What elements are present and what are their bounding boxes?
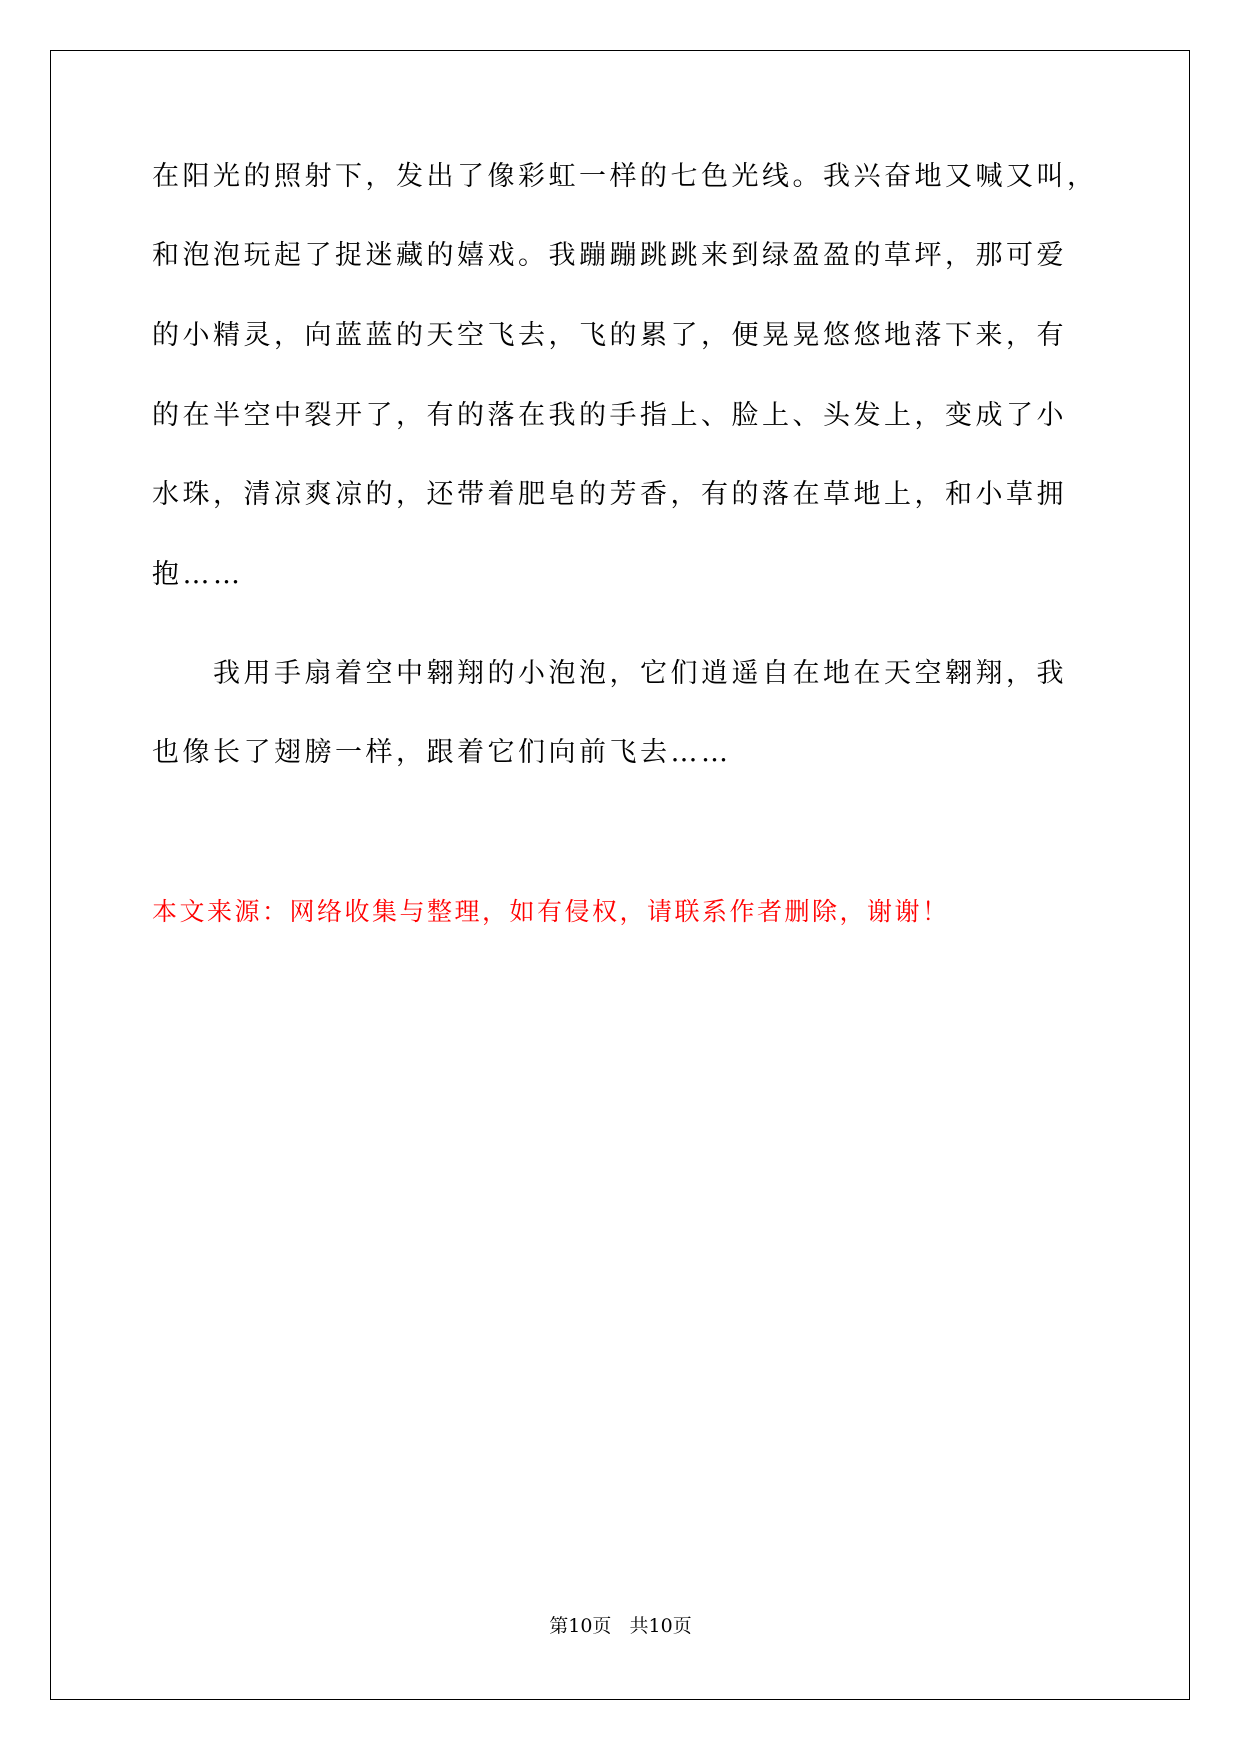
page-number-footer: 第10页 共10页 (549, 1615, 692, 1637)
paragraph-2-line-1: 我用手扇着空中翱翔的小泡泡，它们逍遥自在地在天空翱翔，我 (213, 658, 1067, 689)
paragraph-2-line-2: 也像长了翅膀一样，跟着它们向前飞去…… (152, 737, 732, 768)
paragraph-1-line-5: 水珠，清凉爽凉的，还带着肥皂的芳香，有的落在草地上，和小草拥 (152, 479, 1067, 510)
paragraph-1-line-3: 的小精灵，向蓝蓝的天空飞去，飞的累了，便晃晃悠悠地落下来，有 (152, 320, 1067, 351)
paragraph-1-line-2: 和泡泡玩起了捉迷藏的嬉戏。我蹦蹦跳跳来到绿盈盈的草坪，那可爱 (152, 240, 1067, 271)
paragraph-1-line-6: 抱…… (152, 559, 244, 590)
page-border (50, 50, 1190, 1700)
paragraph-1-line-4: 的在半空中裂开了，有的落在我的手指上、脸上、头发上，变成了小 (152, 400, 1067, 431)
paragraph-1-line-1: 在阳光的照射下，发出了像彩虹一样的七色光线。我兴奋地又喊又叫， (152, 161, 1098, 192)
source-disclaimer: 本文来源：网络收集与整理，如有侵权，请联系作者删除，谢谢！ (152, 897, 950, 926)
